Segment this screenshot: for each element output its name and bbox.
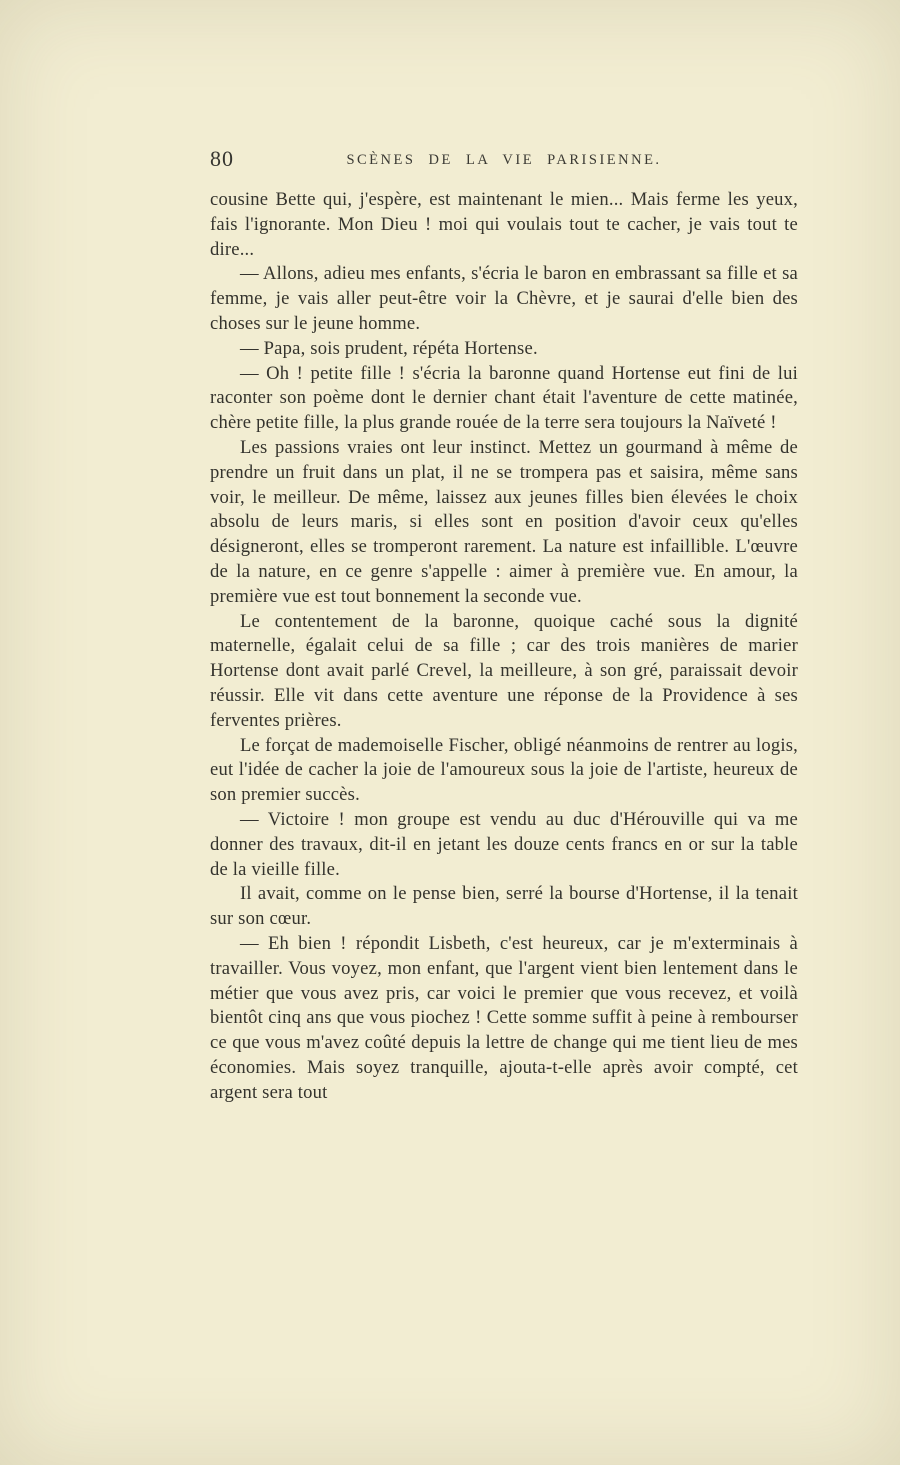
- paragraph: Le contentement de la baronne, quoique caché sous la dignité maternelle, égalait celui de sa fille ; car des trois manières de marier Hortense dont avait parlé Crevel, la meilleure, à son gré, paraissait devoir réussir. Elle vit dans cette aventure une réponse de la Providence à ses ferventes prières.: [210, 610, 798, 731]
- paragraph: Le forçat de mademoiselle Fischer, obligé néanmoins de rentrer au logis, eut l'idée de cacher la joie de l'amoureux sous la joie de l'artiste, heureux de son premier succès.: [210, 734, 798, 806]
- paragraph: — Victoire ! mon groupe est vendu au duc d'Hérouville qui va me donner des travaux, dit-il en jetant les douze cents francs en or sur la table de la vieille fille.: [210, 808, 798, 880]
- running-header: SCÈNES DE LA VIE PARISIENNE.: [346, 152, 662, 168]
- paragraph: Il avait, comme on le pense bien, serré la bourse d'Hortense, il la tenait sur son cœur.: [210, 883, 798, 930]
- page-header: [210, 146, 798, 178]
- page-text: [210, 188, 798, 1105]
- page-number: 80: [210, 146, 234, 171]
- paragraph: — Papa, sois prudent, répéta Hortense.: [240, 337, 538, 359]
- paragraph: Les passions vraies ont leur instinct. Mettez un gourmand à même de prendre un fruit dans un plat, il ne se trompera pas et saisira, même sans voir, le meilleur. De même, laissez aux jeunes filles bien élevées le choix absolu de leurs maris, si elles sont en position d'avoir ceux qu'elles désigneront, elles se tromperont rarement. La nature est infaillible. L'œuvre de la nature, en ce genre s'appelle : aimer à première vue. En amour, la première vue est tout bonnement la seconde vue.: [210, 436, 798, 607]
- paragraph: cousine Bette qui, j'espère, est maintenant le mien... Mais ferme les yeux, fais l'ignorante. Mon Dieu ! moi qui voulais tout te cacher, je vais tout te dire...: [210, 189, 798, 260]
- paragraph: — Oh ! petite fille ! s'écria la baronne quand Hortense eut fini de lui raconter son poème dont le dernier chant était l'aventure de cette matinée, chère petite fille, la plus grande rouée de la terre sera toujours la Naïveté !: [210, 362, 798, 434]
- paragraph: — Allons, adieu mes enfants, s'écria le baron en embrassant sa fille et sa femme, je vais aller peut-être voir la Chèvre, et je saurai d'elle bien des choses sur le jeune homme.: [210, 263, 798, 334]
- paragraph: — Eh bien ! répondit Lisbeth, c'est heureux, car je m'exterminais à travailler. Vous voyez, mon enfant, que l'argent vient bien lentement dans le métier que vous avez pris, car voici le premier que vous recevez, et voilà bientôt cinq ans que vous piochez ! Cette somme suffit à peine à rembourser ce que vous m'avez coûté depuis la lettre de change qui me tient lieu de mes économies. Mais soyez tranquille, ajouta-t-elle après avoir compté, cet argent sera tout: [210, 932, 798, 1103]
